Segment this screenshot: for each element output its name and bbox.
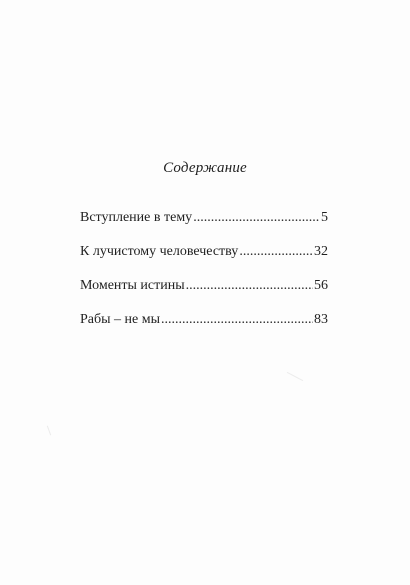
dot-leader bbox=[239, 244, 313, 260]
paper-mark bbox=[287, 372, 303, 381]
table-of-contents bbox=[80, 210, 328, 346]
toc-entry-label: Моменты истины bbox=[80, 278, 185, 293]
toc-entry-page: 56 bbox=[314, 278, 328, 293]
toc-entry-label: Вступление в тему bbox=[80, 210, 193, 225]
toc-entry-1 bbox=[80, 210, 328, 244]
dot-leader bbox=[186, 278, 313, 294]
paper-mark bbox=[47, 426, 51, 436]
toc-entry-4 bbox=[80, 312, 328, 346]
toc-entry-label: К лучистому человечеству bbox=[80, 244, 239, 259]
dot-leader bbox=[193, 210, 320, 226]
dot-leader bbox=[161, 312, 313, 328]
toc-entry-label: Рабы – не мы bbox=[80, 312, 161, 327]
toc-title: Содержание bbox=[163, 160, 247, 176]
toc-entry-page: 5 bbox=[321, 210, 328, 225]
toc-entry-3 bbox=[80, 278, 328, 312]
toc-entry-page: 32 bbox=[314, 244, 328, 259]
toc-entry-page: 83 bbox=[314, 312, 328, 327]
toc-entry-2 bbox=[80, 244, 328, 278]
